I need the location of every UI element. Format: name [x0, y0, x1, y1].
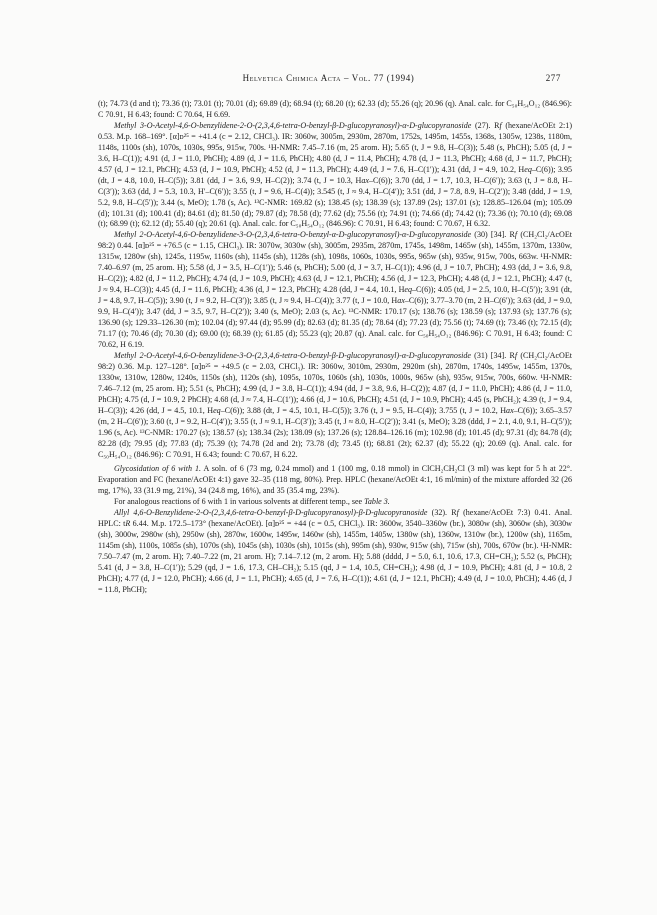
text-run: –C(6)); 4.05 (td, J = 2.5, 10.0, H–C(5′)); 3.91 (dt, J = 4.8, 9.7, H–C(5)); 3.90 (t, J ≈ 9.2, H–C(3′)); 3.85 (t, J ≈ 9.4, H–C(4)); 3.77 (t, J = 10.0, H — [98, 285, 572, 306]
text-run: –C(6)); 3.95 (dt, J = 4.8, 10.0, H–C(5)); 3.81 (dd, J = 3.6, 9.9, H–C(2)); 3.74 (t, J = 10.3, H — [98, 164, 572, 185]
paragraph-p6 — [98, 508, 572, 596]
running-header — [0, 73, 657, 87]
text-run: –C(6)); 3.77–3.70 (m, 2 H–C(6′)); 3.63 (dd, J = 9.0, 9.9, H–C(4′)); 3.47 (dd, J = 3.5, 9.7, H–C(2′)); 3.40 (s, MeO); 2.03 (s, Ac). ¹³C-NMR: 170.17 (s); 138.76 (s); 138.59 (s); 137.93 (s); 137.76 (s); 136.90 (s); 129.33–126.30 (m); 102.04 (d); 97.44 (d); 95.99 (d); 82.63 (d); 81.35 (d); 78.64 (d); 77.23 (d); 75.56 (t); 74.69 (t); 73.46 (t); 72.15 (d); 71.17 (t); 70.46 (d); 70.30 (d); 69.00 (t); 68.39 (t); 61.85 (d); 55.23 (q); 20.87 (q). Anal. calc. for C₅₀H₅₄O₁₂ (846.96): C 70.91, H 6.43; found: C 70.62, H 6.19. — [98, 296, 572, 349]
text-run: Methyl 2-O-Acetyl-4,6-O-benzylidene-3-O-(2,3,4,6-tetra-O-benzyl-β-D-glucopyranosyl)-α-D-glucopyranoside — [114, 350, 471, 360]
text-run: eq — [524, 164, 532, 174]
text-run: f — [499, 120, 502, 130]
text-run: –C(6)); 3.88 (dt, J = 4.5, 10.1, H–C(5)); 3.76 (t, J = 9.5, H–C(4)); 3.755 (t, J = 10.2, H — [220, 405, 507, 415]
page-number: 277 — [545, 73, 561, 83]
text-run: (31) [34]. R — [470, 350, 515, 360]
text-run: –C(6)); 3.70 (dd, J = 1.7, 10.3, H–C(6′)); 3.63 (t, J = 8.8, H–C(3′)); 3.63 (dd, J = 5.3, 10.3, H′–C(6′)); 3.55 (t, J = 9.6, H–C(4)); 3.545 (t, J ≈ 9.4, H–C(4′)); 3.51 (dd, J = 7.8, 8.9, H–C(2′)); 3.48 (ddd, J = 1.9, 5.2, 9.8, H–C(5′)); 3.44 (s, MeO); 1.78 (s, Ac). ¹³C-NMR: 169.82 (s); 138.45 (s); 138.39 (s); 137.89 (2s); 137.01 (s); 128.85–126.04 (m); 105.09 (d); 101.31 (d); 100.41 (d); 84.61 (d); 81.50 (d); 79.87 (d); 78.58 (d); 77.62 (d); 75.56 (t); 74.91 (t); 74.66 (d); 74.42 (t); 73.36 (t); 70.10 (d); 69.08 (t); 68.99 (t); 62.12 (d); 55.40 (q); 20.61 (q). Anal. calc. for C₅₀H₅₄O₁₂ (846.96): C 70.91, H 6.43; found: C 70.67, H 6.32. — [98, 175, 572, 229]
text-run: Methyl 2-O-Acetyl-4,6-O-benzylidene-3-O-(2,3,4,6-tetra-O-benzyl-α-D-glucopyranosyl)-α-D-glucopyranoside — [114, 230, 472, 240]
text-run: R — [125, 519, 131, 529]
text-run: Methyl 3-O-Acetyl-4,6-O-benzylidene-2-O-(2,3,4,6-tetra-O-benzyl-β-D-glucopyranosyl)-α-D-glucopyranoside — [114, 120, 472, 130]
text-run: (t); 74.73 (d and t); 73.36 (t); 73.01 (t); 70.01 (d); 69.89 (d); 68.94 (t); 68.20 (t); 62.33 (d); 55.26 (q); 20.96 (q). Anal. calc. for C₅₀H₅₄O₁₂ (846.96): C 70.91, H 6.43; found: C 70.64, H 6.69. — [98, 99, 572, 119]
text-run: eq — [404, 285, 412, 295]
text-run: Glycosidation of 6 with 1. — [114, 464, 201, 474]
paragraph-p4 — [98, 464, 572, 497]
text-run: f — [514, 230, 518, 240]
text-run: (CH₂Cl₂/AcOEt 98:2) 0.36. M.p. 127–128°. [α]ᴅ²⁵ = +49.5 (c = 2.03, CHCl₃). IR: 3060w, 3010m, 2930m, 2920m (sh), 2870m, 1740s, 1495w, 1455m, 1370s, 1330w, 1310w, 1280w, 1240s, 1150s (sh), 1120s (sh), 1095s, 1070s, 1060s (sh), 1030s, 1000s, 965w (sh), 935w, 915w, 700s, 660w. ¹H-NMR: 7.46–7.12 (m, 25 arom. H); 5.51 (s, PhCH); 4.99 (d, J = 3.8, H–C(1)); 4.94 (dd, J = 3.8, 9.6, H–C(2)); 4.87 (d, J = 11.0, PhCH); 4.86 (d, J = 11.0, PhCH); 4.75 (d, J = 10.9, 2 PhCH); 4.68 (d, J ≈ 7.4, H–C(1′)); 4.66 (d, J = 10.6, PhCH); 4.51 (d, J = 10.9, PhCH); 4.45 (s, PhCH₂); 4.39 (t, J = 9.4, H–C(3)); 4.26 (dd, J = 4.5, 10.1, H — [98, 350, 572, 415]
text-run: (hexane/AcOEt 7:3) 0.41. Anal. HPLC: t — [98, 508, 573, 529]
text-run: Table 3. — [364, 497, 390, 507]
text-run: f — [514, 350, 518, 360]
paragraph-p0 — [98, 99, 572, 121]
text-run: ax — [506, 405, 514, 415]
paragraph-p2 — [98, 230, 572, 350]
paragraph-p5 — [98, 497, 572, 508]
text-run: Allyl 4,6-O-Benzylidene-2-O-(2,3,4,6-tetra-O-benzyl-β-D-glucopyranosyl)-β-D-glucopyranoside — [114, 508, 428, 518]
text-run: (30) [34]. R — [471, 230, 515, 240]
experimental-text — [98, 99, 572, 596]
text-run: A soln. of 6 (73 mg, 0.24 mmol) and 1 (100 mg, 0.18 mmol) in ClCH₂CH₂Cl (3 ml) was kept for 5 h at 22°. Evaporation and FC (hexane/AcOEt 4:1) gave 32–35 (118 mg, 80%). Prep. HPLC (hexane/AcOEt 4:1, 16 ml/min) of the mixture afforded 32 (26 mg, 17%), 33 (31.9 mg, 21%), 34 (24.8 mg, 16%), and 35 (35.4 mg, 23%). — [98, 464, 572, 496]
text-run: (CH₂Cl₂/AcOEt 98:2) 0.44. [α]ᴅ²⁵ = +76.5 (c = 1.15, CHCl₃). IR: 3070w, 3030w (sh), 3005m, 2935m, 2870m, 1745s, 1498m, 1465w (sh), 1455m, 1370m, 1330w, 1315w, 1280w (sh), 1245s, 1195w, 1160s (sh), 1145s (sh), 1128s (sh), 1098s, 1060s, 1030s, 995s, 965w (sh), 935w, 915w, 700s, 663w. ¹H-NMR: 7.40–6.97 (m, 25 arom. H); 5.58 (d, J = 3.5, H–C(1′)); 5.46 (s, PhCH); 5.00 (d, J = 3.7, H–C(1)); 4.96 (d, J = 10.7, PhCH); 4.93 (dd, J = 3.6, 9.8, H–C(2)); 4.82 (d, J = 11.2, PhCH); 4.74 (d, J = 10.9, PhCH); 4.63 (d, J = 12.1, PhCH); 4.56 (d, J = 12.3, PhCH); 4.48 (d, J = 12.1, PhCH); 4.47 (t, J ≈ 9.4, H–C(3)); 4.45 (d, J = 11.6, PhCH); 4.36 (d, J = 12.3, PhCH); 4.28 (dd, J = 4.4, 10.1, H — [98, 230, 572, 295]
paragraph-p3 — [98, 351, 572, 461]
text-run: (32). R — [427, 508, 457, 518]
paragraph-p1 — [98, 121, 572, 231]
text-run: f — [456, 508, 459, 518]
text-run: 6.44. M.p. 172.5–173° (hexane/AcOEt). [α]ᴅ²⁵ = +44 (c = 0.5, CHCl₃). IR: 3600w, 3540–3360w (br.), 3080w (sh), 3060w (sh), 3030w (sh), 3000w, 2980w (sh), 2950w (sh), 2870w, 1600w, 1495w, 1460w (sh), 1455m, 1405w, 1380w (sh), 1360w, 1310w (br.), 1200w (sh), 1165m, 1145m (sh), 1100s, 1085s (sh), 1070s (sh), 1045s (sh), 1030s (sh), 1015s (sh), 995m (sh), 930w, 915w (sh), 715w (sh), 700s, 670w (br.). ¹H-NMR: 7.50–7.47 (m, 2 arom. H); 7.40–7.22 (m, 21 arom. H); 7.14–7.12 (m, 2 arom. H); 5.88 (dddd, J = 5.0, 6.1, 10.6, 17.3, CH=CH₂); 5.52 (s, PhCH); 5.41 (d, J = 3.8, H–C(1′)); 5.29 (qd, J = 1.6, 17.3, CH–CH₂); 5.15 (qd, J = 1.4, 10.5, CH=CH₂); 4.98 (d, J = 10.9, PhCH); 4.81 (d, J = 10.8, 2 PhCH); 4.77 (d, J = 12.0, PhCH); 4.66 (d, J = 1.1, PhCH); 4.65 (d, J = 7.6, H–C(1)); 4.61 (d, J = 12.1, PhCH); 4.49 (d, J = 10.0, PhCH); 4.46 (d, J = 11.8, PhCH); — [98, 519, 572, 594]
text-run: (27). R — [471, 120, 500, 130]
text-run: ax — [361, 175, 369, 185]
text-run: For analogous reactions of 6 with 1 in various solvents at different temp., see — [114, 497, 365, 507]
text-run: (hexane/AcOEt 2:1) 0.53. M.p. 168–169°. [α]ᴅ²⁵ = +41.4 (c = 2.12, CHCl₃). IR: 3060w, 3005m, 2930m, 2870m, 1752s, 1495m, 1455s, 1368s, 1305w, 1238s, 1180m, 1148s, 1100s (sh), 1070s, 1030s, 995s, 915w, 700s. ¹H-NMR: 7.45–7.16 (m, 25 arom. H); 5.65 (t, J = 9.8, H–C(3)); 5.48 (s, PhCH); 5.05 (d, J = 3.6, H–C(1)); 4.91 (d, J = 11.0, PhCH); 4.89 (d, J = 11.6, PhCH); 4.80 (d, J = 11.4, PhCH); 4.78 (d, J = 11.3, PhCH); 4.68 (d, J = 11.7, PhCH); 4.57 (d, J = 12.1, PhCH); 4.53 (d, J = 10.9, PhCH); 4.52 (d, J = 11.3, PhCH); 4.49 (d, J = 7.6, H–C(1′)); 4.31 (dd, J = 4.9, 10.2, H — [98, 120, 572, 174]
text-run: eq — [213, 405, 221, 415]
journal-title: Helvetica Chimica Acta – Vol. 77 (1994) — [242, 73, 415, 83]
text-run: ax — [397, 296, 405, 306]
text-run: –C(6)); 3.65–3.57 (m, 2 H–C(6′)); 3.60 (t, J = 9.2, H–C(4′)); 3.55 (t, J ≈ 9.1, H–C(3′)); 3.45 (t, J ≈ 8.0, H–C(2′)); 3.41 (s, MeO); 3.28 (ddd, J = 2.1, 4.0, 9.1, H–C(5′)); 1.96 (s, Ac). ¹³C-NMR: 170.27 (s); 138.57 (s); 138.34 (2s); 138.09 (s); 137.26 (s); 128.84–126.16 (m); 102.98 (d); 101.45 (d); 97.31 (d); 84.78 (d); 82.28 (d); 79.95 (d); 77.83 (d); 75.39 (t); 74.78 (2d and 2t); 73.78 (d); 73.45 (t); 68.81 (2t); 62.37 (d); 55.22 (q); 20.69 (q). Anal. calc. for C₅₀H₅₄O₁₂ (846.96): C 70.91, H 6.43; found: C 70.67, H 6.22. — [98, 405, 572, 459]
